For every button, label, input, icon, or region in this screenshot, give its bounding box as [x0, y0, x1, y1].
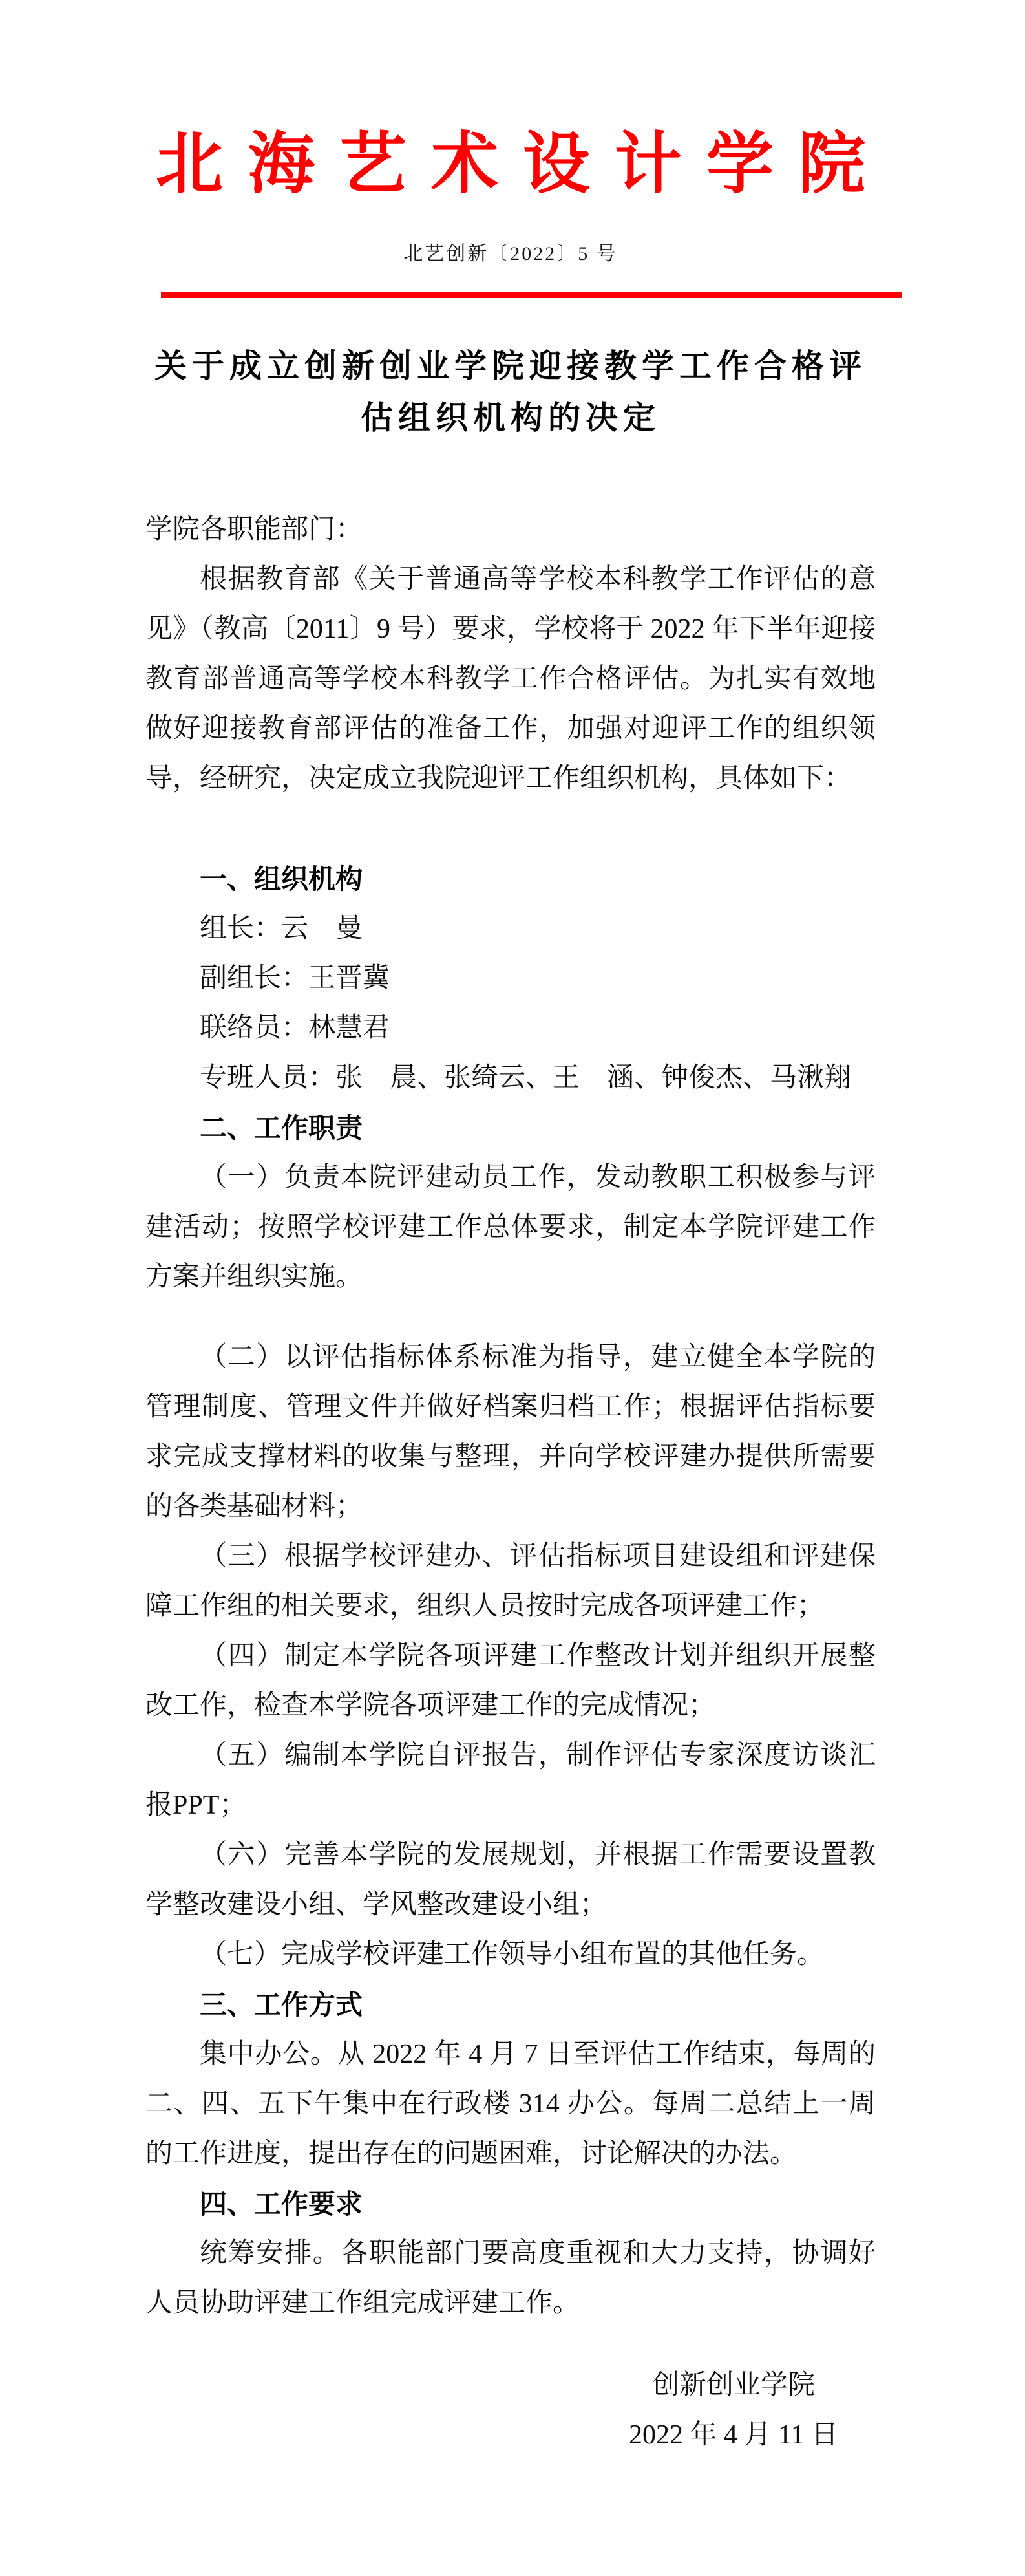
- org-line-liaison: 联络员：林慧君: [200, 1013, 390, 1043]
- signature-org: 创新创业学院: [651, 2370, 815, 2400]
- intro-paragraph: 根据教育部《关于普通高等学校本科教学工作评估的意见》（教高〔2011〕9 号）要求，学校将于 2022 年下半年迎接教育部普通高等学校本科教学工作合格评估。为扎实有效地做好迎接教育部评估的准备工作，加强对迎评工作的组织领导，经研究，决定成立我院迎评工作组织机构，具体如下：: [145, 564, 876, 793]
- document-number: 北艺创新〔2022〕5 号: [403, 243, 618, 264]
- org-line-deputy-leader: 副组长：王晋冀: [200, 963, 390, 993]
- method-paragraph: 集中办公。从 2022 年 4 月 7 日至评估工作结束，每周的二、四、五下午集中在行政楼 314 办公。每周二总结上一周的工作进度，提出存在的问题困难，讨论解决的办法。: [145, 2039, 876, 2169]
- document-title-line: 关于成立创新创业学院迎接教学工作合格评: [154, 348, 867, 384]
- duty-item: （三）根据学校评建办、评估指标项目建设组和评建保障工作组的相关要求，组织人员按时完成各项评建工作；: [145, 1541, 876, 1621]
- document-title-line: 估组织机构的决定: [361, 400, 660, 436]
- section-heading-method: 三、工作方式: [200, 1990, 363, 2020]
- school-name-title: 北海艺术设计学院: [155, 127, 890, 202]
- duty-item: （四）制定本学院各项评建工作整改计划并组织开展整改工作，检查本学院各项评建工作的完成情况；: [145, 1641, 876, 1721]
- salutation-text: 学院各职能部门：: [145, 515, 363, 544]
- org-line-leader: 组长：云 曼: [200, 914, 363, 943]
- duty-item: （一）负责本院评建动员工作，发动教职工积极参与评建活动；按照学校评建工作总体要求，制定本学院评建工作方案并组织实施。: [145, 1163, 876, 1292]
- org-line-team-members: 专班人员：张 晨、张绮云、王 涵、钟俊杰、马湫翔: [200, 1063, 852, 1093]
- section-heading-duties: 二、工作职责: [200, 1113, 363, 1143]
- section-heading-organization: 一、组织机构: [200, 864, 363, 894]
- section-heading-requirements: 四、工作要求: [200, 2189, 363, 2219]
- red-divider-line: [161, 292, 902, 298]
- document-title: [145, 340, 876, 444]
- duty-item: （七）完成学校评建工作领导小组布置的其他任务。: [200, 1940, 825, 1970]
- requirements-paragraph: 统筹安排。各职能部门要高度重视和大力支持，协调好人员协助评建工作组完成评建工作。: [145, 2238, 876, 2318]
- signature-date: 2022 年 4 月 11 日: [629, 2420, 838, 2450]
- duty-item: （六）完善本学院的发展规划，并根据工作需要设置教学整改建设小组、学风整改建设小组；: [145, 1840, 876, 1920]
- signature-block: [598, 2361, 869, 2460]
- duty-item: （二）以评估指标体系标准为指导，建立健全本学院的管理制度、管理文件并做好档案归档工作；根据评估指标要求完成支撑材料的收集与整理，并向学校评建办提供所需要的各类基础材料；: [145, 1342, 876, 1521]
- duty-item: （五）编制本学院自评报告，制作评估专家深度访谈汇报PPT；: [145, 1741, 876, 1820]
